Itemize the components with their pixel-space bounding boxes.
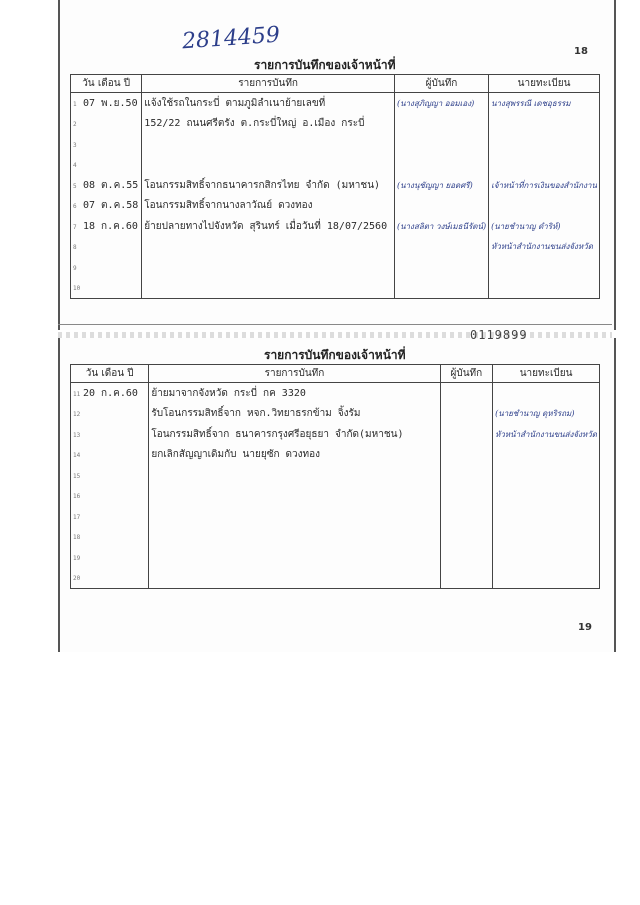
table-header-row bbox=[71, 75, 600, 93]
row-registrar bbox=[493, 424, 600, 445]
row-entry bbox=[142, 114, 395, 135]
row-entry bbox=[142, 155, 395, 176]
row-recorder bbox=[394, 196, 488, 217]
row-recorder bbox=[394, 134, 488, 155]
row-registrar bbox=[493, 445, 600, 466]
page-fold-line bbox=[58, 324, 612, 325]
row-registrar bbox=[489, 196, 600, 217]
row-number: 19 bbox=[73, 554, 81, 562]
table-row bbox=[71, 175, 600, 196]
row-recorder-text: (นางสลิตา วงษ์เมธนีรัตน์) bbox=[396, 221, 487, 231]
row-registrar bbox=[489, 114, 600, 135]
row-date bbox=[71, 114, 142, 135]
row-date bbox=[71, 547, 149, 568]
row-entry bbox=[149, 383, 440, 404]
col-header-registrar: นายทะเบียน bbox=[489, 75, 600, 93]
row-registrar bbox=[489, 155, 600, 176]
row-entry bbox=[142, 278, 395, 299]
table-row bbox=[71, 547, 600, 568]
row-number: 14 bbox=[73, 452, 81, 460]
row-recorder bbox=[394, 278, 488, 299]
table-row bbox=[71, 568, 600, 589]
handwritten-number: 2814459 bbox=[181, 22, 281, 55]
row-entry bbox=[142, 216, 395, 237]
row-recorder bbox=[394, 237, 488, 258]
row-registrar-text: หัวหน้าสำนักงานขนส่งจังหวัด bbox=[495, 429, 597, 439]
row-registrar bbox=[493, 568, 600, 589]
row-entry bbox=[149, 527, 440, 548]
table-row bbox=[71, 155, 600, 176]
table-row bbox=[71, 196, 600, 217]
row-registrar bbox=[489, 216, 600, 237]
row-entry-text: โอนกรรมสิทธิ์จาก ธนาคารกรุงศรีอยุธยา จำกัด(มหาชน) bbox=[151, 428, 404, 440]
row-recorder bbox=[394, 216, 488, 237]
row-entry bbox=[149, 445, 440, 466]
row-date bbox=[71, 175, 142, 196]
row-registrar bbox=[489, 278, 600, 299]
row-recorder bbox=[440, 506, 493, 527]
col-header-date: วัน เดือน ปี bbox=[71, 365, 149, 383]
row-entry bbox=[149, 568, 440, 589]
col-header-registrar: นายทะเบียน bbox=[493, 365, 600, 383]
row-date bbox=[71, 465, 149, 486]
row-number: 18 bbox=[73, 534, 81, 542]
row-recorder bbox=[440, 383, 493, 404]
row-recorder bbox=[440, 465, 493, 486]
table-row bbox=[71, 216, 600, 237]
row-recorder bbox=[440, 527, 493, 548]
row-date-text: 07 ต.ค.58 bbox=[83, 200, 139, 212]
row-registrar bbox=[489, 237, 600, 258]
row-number: 16 bbox=[73, 493, 81, 501]
row-date bbox=[71, 404, 149, 425]
row-date bbox=[71, 383, 149, 404]
row-recorder bbox=[440, 486, 493, 507]
row-recorder bbox=[440, 424, 493, 445]
col-header-recorder: ผู้บันทึก bbox=[440, 365, 493, 383]
row-number: 4 bbox=[73, 162, 77, 170]
bottom-ledger-table bbox=[70, 364, 600, 589]
page-number-bottom: 19 bbox=[578, 622, 592, 633]
row-date bbox=[71, 486, 149, 507]
row-recorder-text: (นางนุชัญญา ยอดศรี) bbox=[396, 180, 473, 190]
row-registrar bbox=[493, 547, 600, 568]
row-registrar-text: หัวหน้าสำนักงานขนส่งจังหวัด bbox=[491, 242, 593, 252]
row-number: 12 bbox=[73, 411, 81, 419]
row-registrar bbox=[493, 486, 600, 507]
row-number: 20 bbox=[73, 575, 81, 583]
row-number: 9 bbox=[73, 264, 77, 272]
row-registrar-text: (นายชำนาญ ดำริห์) bbox=[491, 221, 561, 231]
row-date bbox=[71, 506, 149, 527]
top-ledger-table bbox=[70, 74, 600, 299]
row-date bbox=[71, 424, 149, 445]
row-recorder bbox=[440, 547, 493, 568]
row-date bbox=[71, 237, 142, 258]
row-entry bbox=[142, 257, 395, 278]
row-recorder bbox=[440, 404, 493, 425]
row-entry-text: ยกเลิกสัญญาเดิมกับ นายยุซัก ดวงทอง bbox=[151, 449, 321, 461]
row-date bbox=[71, 278, 142, 299]
row-date-text: 07 พ.ย.50 bbox=[83, 97, 138, 109]
row-recorder-text: (นางสุภิญญา ออมเอง) bbox=[396, 98, 475, 108]
table-row bbox=[71, 404, 600, 425]
row-recorder bbox=[394, 257, 488, 278]
row-entry bbox=[149, 465, 440, 486]
decorative-border bbox=[58, 332, 612, 338]
row-date bbox=[71, 257, 142, 278]
table-row bbox=[71, 527, 600, 548]
row-date bbox=[71, 216, 142, 237]
row-entry-text: 152/22 ถนนศรีตรัง ต.กระบี่ใหญ่ อ.เมือง กระบี่ bbox=[144, 118, 365, 130]
row-number: 11 bbox=[73, 390, 81, 398]
col-header-date: วัน เดือน ปี bbox=[71, 75, 142, 93]
table-row bbox=[71, 278, 600, 299]
row-number: 8 bbox=[73, 244, 77, 252]
row-number: 7 bbox=[73, 223, 77, 231]
row-entry bbox=[142, 196, 395, 217]
row-registrar-text: (นายชำนาญ ดุหริรถม) bbox=[495, 409, 575, 419]
row-number: 5 bbox=[73, 182, 77, 190]
row-recorder bbox=[394, 93, 488, 114]
table-row bbox=[71, 445, 600, 466]
bottom-heading: รายการบันทึกของเจ้าหน้าที่ bbox=[264, 348, 406, 362]
table-row bbox=[71, 465, 600, 486]
row-recorder bbox=[440, 445, 493, 466]
row-entry-text: โอนกรรมสิทธิ์จากนางลาวัณย์ ดวงทอง bbox=[144, 200, 313, 212]
table-row bbox=[71, 486, 600, 507]
table-row bbox=[71, 383, 600, 404]
row-entry-text: รับโอนกรรมสิทธิ์จาก หจก.วิทยาธรกข้าม จิ้งรัม bbox=[151, 408, 361, 420]
row-date bbox=[71, 568, 149, 589]
row-registrar bbox=[493, 383, 600, 404]
row-number: 1 bbox=[73, 100, 77, 108]
table-row bbox=[71, 506, 600, 527]
row-number: 17 bbox=[73, 513, 81, 521]
col-header-entry: รายการบันทึก bbox=[149, 365, 440, 383]
row-entry bbox=[149, 506, 440, 527]
row-entry-text: โอนกรรมสิทธิ์จากธนาคารกสิกรไทย จำกัด (มหาชน) bbox=[144, 179, 381, 191]
row-recorder bbox=[394, 155, 488, 176]
row-entry bbox=[149, 486, 440, 507]
row-date bbox=[71, 93, 142, 114]
row-entry bbox=[149, 404, 440, 425]
row-date-text: 08 ต.ค.55 bbox=[83, 179, 139, 191]
row-entry bbox=[142, 134, 395, 155]
row-recorder bbox=[394, 114, 488, 135]
col-header-recorder: ผู้บันทึก bbox=[394, 75, 488, 93]
table-row bbox=[71, 134, 600, 155]
row-entry-text: แจ้งใช้รถในกระบี่ ตามภูมิลำเนาย้ายเลขที่ bbox=[144, 97, 326, 109]
row-registrar bbox=[489, 175, 600, 196]
row-date bbox=[71, 155, 142, 176]
row-number: 13 bbox=[73, 431, 81, 439]
row-registrar-text: เจ้าหน้าที่การเงินของสำนักงาน bbox=[491, 180, 597, 190]
row-registrar bbox=[493, 404, 600, 425]
table-header-row bbox=[71, 365, 600, 383]
row-recorder bbox=[394, 175, 488, 196]
row-date bbox=[71, 134, 142, 155]
row-registrar bbox=[493, 465, 600, 486]
row-date bbox=[71, 527, 149, 548]
row-registrar bbox=[489, 257, 600, 278]
top-heading: รายการบันทึกของเจ้าหน้าที่ bbox=[254, 58, 396, 72]
row-entry bbox=[142, 175, 395, 196]
table-row bbox=[71, 114, 600, 135]
row-date-text: 20 ก.ค.60 bbox=[83, 387, 138, 399]
table-row bbox=[71, 424, 600, 445]
row-entry bbox=[149, 547, 440, 568]
table-row bbox=[71, 237, 600, 258]
row-registrar bbox=[493, 527, 600, 548]
page-number-top: 18 bbox=[574, 46, 588, 57]
col-header-entry: รายการบันทึก bbox=[142, 75, 395, 93]
row-number: 10 bbox=[73, 285, 81, 293]
row-number: 2 bbox=[73, 121, 77, 129]
row-recorder bbox=[440, 568, 493, 589]
row-entry-text: ย้ายปลายทางไปจังหวัด สุรินทร์ เมื่อวันที่ 18/07/2560 bbox=[144, 220, 388, 232]
table-row bbox=[71, 257, 600, 278]
serial-number: 0119899 bbox=[470, 328, 528, 342]
table-row bbox=[71, 93, 600, 114]
row-registrar bbox=[489, 93, 600, 114]
row-date-text: 18 ก.ค.60 bbox=[83, 220, 138, 232]
row-number: 6 bbox=[73, 203, 77, 211]
row-entry-text: ย้ายมาจากจังหวัด กระบี่ กค 3320 bbox=[151, 387, 306, 399]
row-entry bbox=[142, 237, 395, 258]
row-registrar bbox=[493, 506, 600, 527]
row-number: 15 bbox=[73, 472, 81, 480]
row-date bbox=[71, 445, 149, 466]
row-number: 3 bbox=[73, 141, 77, 149]
row-registrar-text: นางสุพรรณี เดชอุธรรม bbox=[491, 98, 571, 108]
row-registrar bbox=[489, 134, 600, 155]
row-entry bbox=[142, 93, 395, 114]
row-entry bbox=[149, 424, 440, 445]
row-date bbox=[71, 196, 142, 217]
